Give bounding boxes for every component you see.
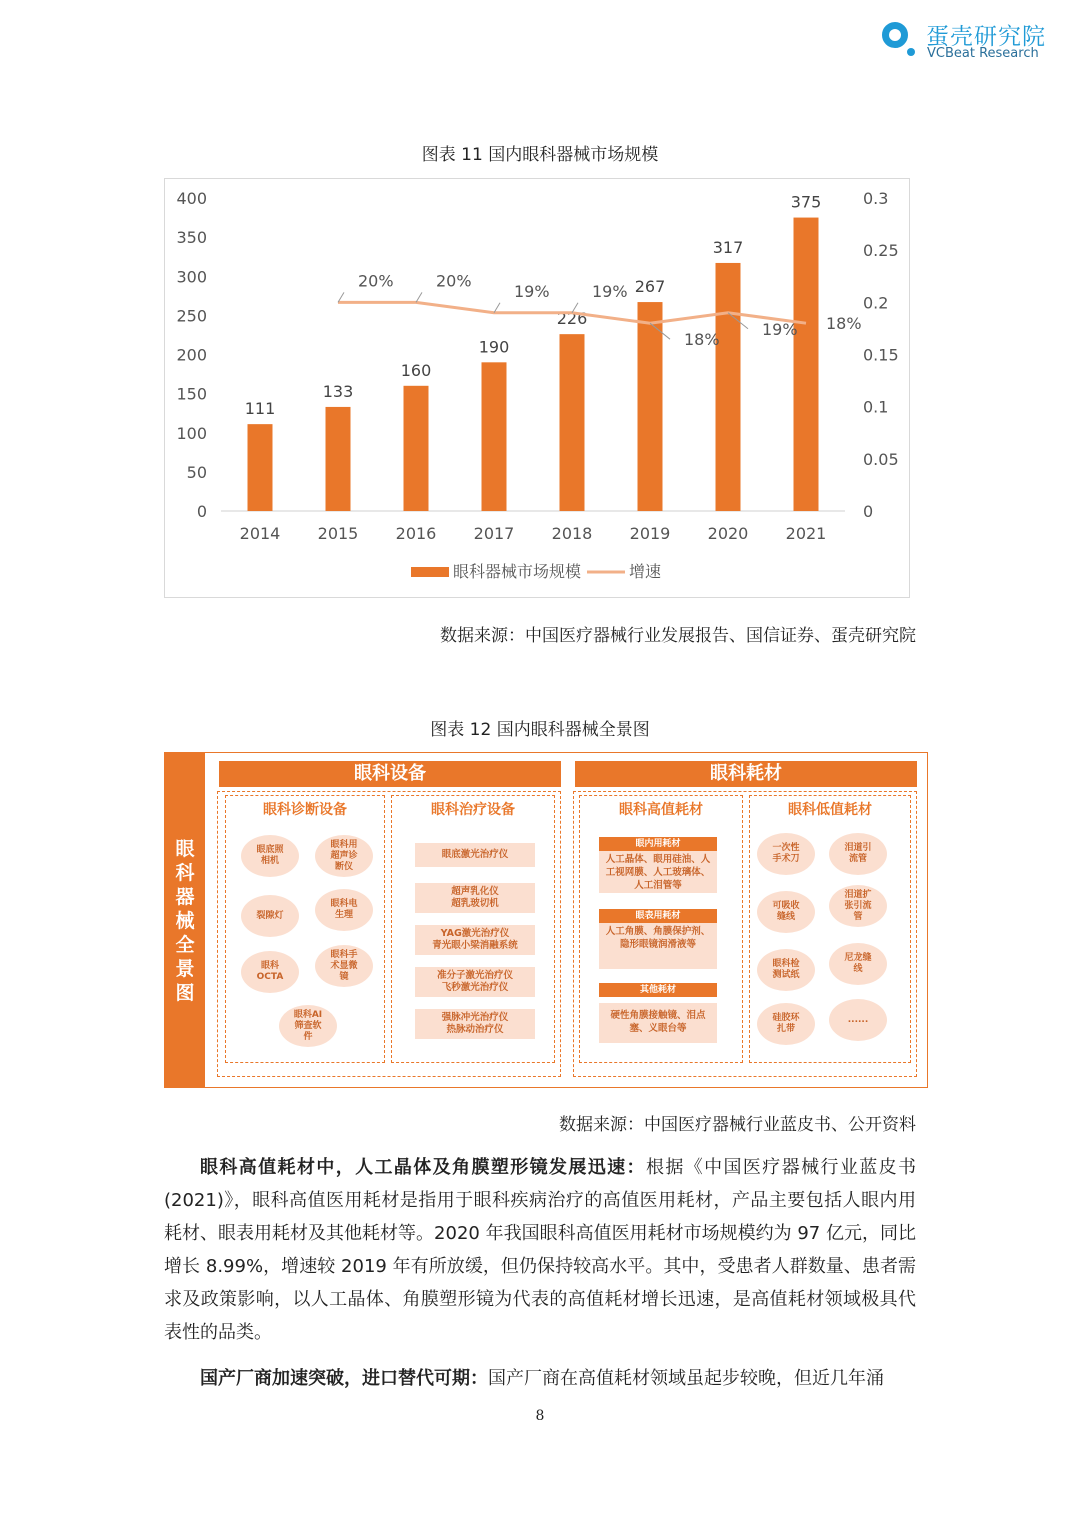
paragraph-1-text: 根据《中国医疗器械行业蓝皮书(2021)》，眼科高值医用耗材是指用于眼科疾病治疗的高值医用耗材，产品主要包括人眼内用耗材、眼表用耗材及其他耗材等。2020 年我国眼科高值医用耗材市场规模约为 97 亿元，同比增长 8.99%，增速较 2019 年有所放缓，但仍保持较高水平。其中，受患者人群数量、患者需求及政策影响，以人工晶体、角膜塑形镜为代表的高值耗材增长迅速，是高值耗材领域极具代表性的品类。 — [164, 1157, 917, 1343]
high-group-desc: 人工角膜、角膜保护剂、隐形眼镜润滑液等 — [599, 923, 717, 969]
paragraph-1 — [164, 1151, 916, 1349]
bar-value-label: 267 — [634, 277, 666, 297]
diagnosis-item: 眼科电生理 — [315, 889, 373, 931]
growth-value-label: 19% — [762, 319, 798, 339]
y-left-tick-label: 250 — [176, 306, 207, 326]
low-value-item: 一次性手术刀 — [757, 833, 815, 875]
equipment-header: 眼科设备 — [219, 761, 561, 787]
paragraph-2-lead: 国产厂商加速突破，进口替代可期： — [200, 1368, 488, 1389]
high-group-name: 其他耗材 — [599, 983, 717, 997]
treatment-item: 眼底激光治疗仪 — [415, 843, 535, 867]
y-left-tick-label: 400 — [176, 189, 207, 208]
x-tick-label: 2014 — [239, 524, 281, 543]
y-left-tick-label: 0 — [196, 502, 207, 521]
x-tick-label: 2015 — [317, 524, 359, 543]
y-left-tick-label: 150 — [176, 384, 207, 404]
diagnosis-item: 眼底照相机 — [241, 835, 299, 877]
y-right-tick-label: 0.05 — [863, 449, 899, 469]
bar — [248, 424, 273, 511]
bar-value-label: 111 — [244, 399, 276, 419]
high-group-name: 眼表用耗材 — [599, 909, 717, 923]
bar — [560, 334, 585, 511]
bar-value-label: 190 — [478, 337, 510, 357]
logo-text-cn: 蛋壳研究院 — [926, 24, 1046, 50]
high-group-desc: 硬性角膜接触镜、泪点塞、义眼台等 — [599, 1003, 717, 1043]
growth-label-leader — [416, 292, 422, 302]
diagnosis-item: 眼科用超声诊断仪 — [315, 835, 373, 877]
page-number: 8 — [535, 1408, 545, 1424]
diagnosis-item: 眼科AI筛查软件 — [279, 1005, 337, 1047]
diagnosis-item: 眼科OCTA — [241, 951, 299, 993]
bar-value-label: 317 — [712, 237, 744, 257]
y-left-tick-label: 50 — [186, 462, 207, 482]
low-value-title: 眼科低值耗材 — [788, 802, 872, 818]
logo-dot-icon — [907, 48, 915, 56]
paragraph-2 — [164, 1362, 916, 1395]
bar — [482, 362, 507, 511]
low-value-item: 尼龙缝线 — [829, 943, 887, 985]
bar-value-label: 160 — [400, 360, 432, 380]
growth-value-label: 19% — [514, 281, 550, 301]
x-tick-label: 2018 — [551, 524, 593, 543]
ophthalmic-panorama-diagram — [164, 752, 928, 1088]
logo-text-en: VCBeat Research — [927, 46, 1039, 61]
legend-bar-swatch — [411, 567, 449, 577]
bar-value-label: 133 — [322, 381, 354, 401]
figure12-source: 数据来源：中国医疗器械行业蓝皮书、公开资料 — [559, 1115, 916, 1135]
low-value-item: 硅胶环扎带 — [757, 1003, 815, 1045]
bar — [716, 263, 741, 511]
low-value-item: 眼科检测试纸 — [757, 949, 815, 991]
x-tick-label: 2016 — [395, 524, 437, 543]
y-right-tick-label: 0 — [863, 502, 874, 521]
y-right-tick-label: 0.1 — [863, 397, 889, 417]
growth-value-label: 20% — [436, 271, 472, 291]
figure11-caption: 图表 11 国内眼科器械市场规模 — [421, 145, 659, 165]
paragraph-2-text: 国产厂商在高值耗材领域虽起步较晚，但近几年涌 — [488, 1368, 884, 1389]
bar — [404, 386, 429, 511]
treatment-item: 强脉冲光治疗仪 热脉动治疗仪 — [415, 1009, 535, 1039]
treatment-item: 超声乳化仪 超乳玻切机 — [415, 883, 535, 913]
low-value-item: 泪道扩张引流管 — [829, 885, 887, 927]
x-tick-label: 2020 — [707, 524, 749, 543]
y-right-tick-label: 0.3 — [863, 189, 889, 208]
figure11-source: 数据来源：中国医疗器械行业发展报告、国信证券、蛋壳研究院 — [440, 626, 916, 646]
high-value-title: 眼科高值耗材 — [619, 802, 703, 818]
growth-value-label: 18% — [826, 314, 862, 334]
high-group-desc: 人工晶体、眼用硅油、人工视网膜、人工玻璃体、人工泪管等 — [599, 851, 717, 893]
x-tick-label: 2017 — [473, 524, 515, 543]
y-right-tick-label: 0.15 — [863, 345, 899, 365]
market-size-chart — [164, 178, 910, 598]
bar — [638, 302, 663, 511]
bar — [326, 407, 351, 511]
y-left-tick-label: 100 — [176, 423, 207, 443]
paragraph-1-lead: 眼科高值耗材中，人工晶体及角膜塑形镜发展迅速： — [200, 1157, 646, 1178]
logo-ring-icon — [882, 22, 908, 48]
x-tick-label: 2021 — [785, 524, 827, 543]
diagnosis-title: 眼科诊断设备 — [263, 802, 347, 818]
x-tick-label: 2019 — [629, 524, 671, 543]
bar-value-label: 375 — [790, 192, 822, 212]
growth-value-label: 18% — [684, 330, 720, 350]
low-value-item: ...... — [829, 999, 887, 1041]
bar — [794, 218, 819, 511]
diagnosis-item: 眼科手术显微镜 — [315, 945, 373, 987]
bar-value-label: 226 — [556, 309, 588, 329]
growth-value-label: 20% — [358, 271, 394, 291]
y-left-tick-label: 300 — [176, 267, 207, 287]
low-value-item: 可吸收缝线 — [757, 891, 815, 933]
treatment-item: 准分子激光治疗仪 飞秒激光治疗仪 — [415, 967, 535, 997]
market-size-chart-svg — [165, 179, 909, 597]
treatment-title: 眼科治疗设备 — [431, 802, 515, 818]
y-right-tick-label: 0.25 — [863, 241, 899, 261]
diagnosis-item: 裂隙灯 — [241, 895, 299, 937]
growth-value-label: 19% — [592, 281, 628, 301]
high-group-name: 眼内用耗材 — [599, 837, 717, 851]
figure12-caption: 图表 12 国内眼科器械全景图 — [430, 720, 650, 740]
y-left-tick-label: 200 — [176, 345, 207, 365]
low-value-item: 泪道引流管 — [829, 833, 887, 875]
y-right-tick-label: 0.2 — [863, 293, 889, 313]
vcbeat-logo — [880, 18, 1060, 62]
side-title: 眼科器械全景图 — [175, 838, 195, 1004]
treatment-item: YAG激光治疗仪 青光眼小梁消融系统 — [415, 925, 535, 955]
legend-bar-label: 眼科器械市场规模 — [453, 562, 582, 581]
legend-line-label: 增速 — [629, 562, 662, 581]
y-left-tick-label: 350 — [176, 228, 207, 248]
consumables-header: 眼科耗材 — [575, 761, 917, 787]
